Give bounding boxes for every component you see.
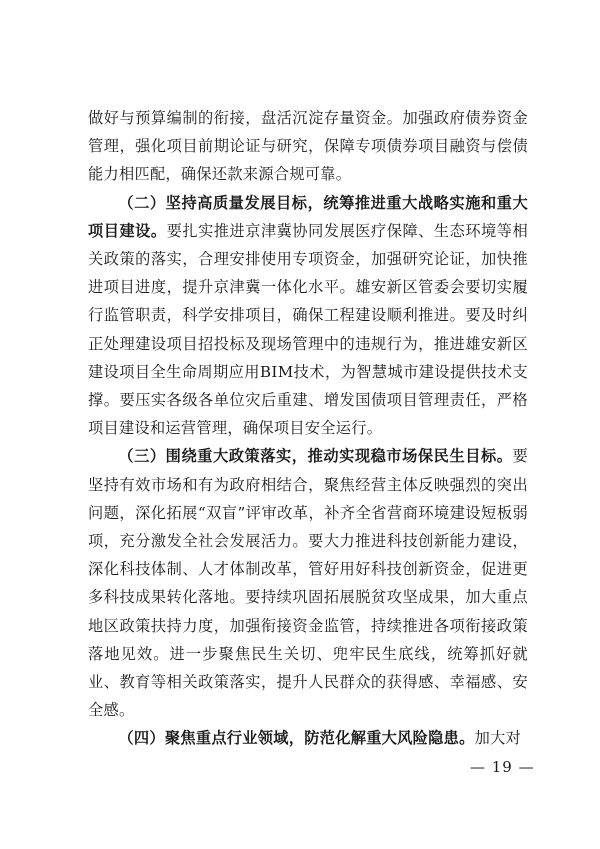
paragraph-4 [88, 724, 528, 752]
body-text [88, 104, 528, 753]
paragraph-2-heading: （二）坚持高质量发展目标，统筹推进重大战略实施和重大项目建设。 [88, 193, 528, 240]
paragraph-2-text: 要扎实推进京津冀协同发展医疗保障、生态环境等相关政策的落实，合理安排使用专项资金，加强研究论证，加快推进项目进度，提升京津冀一体化水平。雄安新区管委会要切实履行监管职责，科学安排项目，确保工程建设顺利推进。要及时纠正处理建设项目招投标及现场管理中的违规行为，推进雄安新区建设项目全生命周期应用BIM技术，为智慧城市建设提供技术支撑。要压实各级各单位灾后重建、增发国债项目管理责任，严格项目建设和运营管理，确保项目安全运行。 [88, 221, 529, 438]
paragraph-1-text: 做好与预算编制的衔接，盘活沉淀存量资金。加强政府债券资金管理，强化项目前期论证与研究，保障专项债券项目融资与偿债能力相匹配，确保还款来源合规可靠。 [88, 109, 528, 184]
paragraph-4-text: 加大对 [474, 729, 522, 748]
paragraph-1 [88, 104, 528, 189]
paragraph-3-heading: （三）围绕重大政策落实，推动实现稳市场保民生目标。 [118, 447, 513, 466]
page-number: — 19 — [470, 758, 535, 776]
paragraph-4-heading: （四）聚焦重点行业领域，防范化解重大风险隐患。 [118, 729, 475, 748]
paragraph-3 [88, 442, 528, 724]
paragraph-2 [88, 189, 528, 443]
paragraph-3-text: 要坚持有效市场和有为政府相结合，聚焦经营主体反映强烈的突出问题，深化拓展“双盲”评审改革，补齐全省营商环境建设短板弱项，充分激发全社会发展活力。要大力推进科技创新能力建设，深化科技体制、人才体制改革，管好用好科技创新资金，促进更多科技成果转化落地。要持续巩固拓展脱贫攻坚成果，加大重点地区政策扶持力度，加强衔接资金监管，持续推进各项衔接政策落地见效。进一步聚焦民生关切、兜牢民生底线，统筹抓好就业、教育等相关政策落实，提升人民群众的获得感、幸福感、安全感。 [88, 447, 528, 720]
